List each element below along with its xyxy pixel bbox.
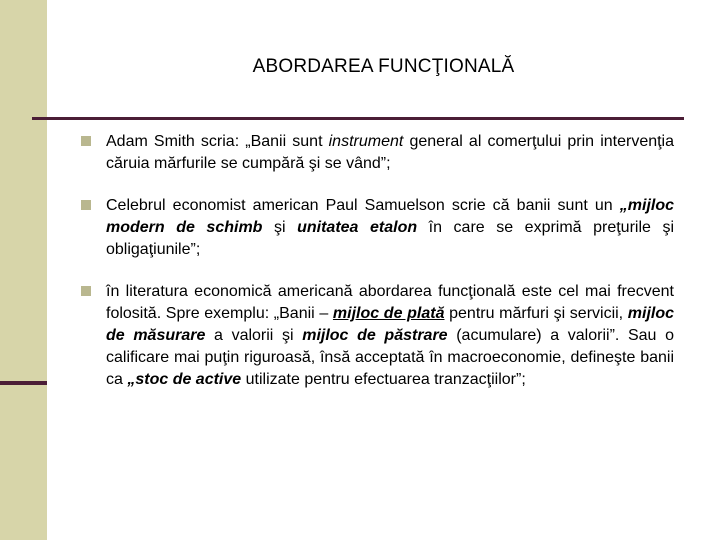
slide-content — [80, 131, 674, 411]
square-bullet-icon — [81, 136, 91, 146]
title-divider — [32, 117, 684, 120]
square-bullet-icon — [81, 286, 91, 296]
text-segment: a valorii şi — [205, 327, 303, 344]
bullet-text — [106, 281, 674, 391]
emphasis-text: mijloc de plată — [332, 305, 445, 322]
side-band-marker — [0, 381, 47, 385]
text-segment: în literatura economică americană abordarea funcţională este cel mai frecvent folosită. Spre exemplu: „Banii – — [106, 283, 674, 322]
bullet-text — [106, 195, 674, 261]
square-bullet-icon — [81, 200, 91, 210]
text-segment: în care se exprimă preţurile şi obligaţiunile”; — [106, 219, 675, 258]
bullet-item — [80, 195, 674, 261]
emphasis-text: unitatea etalon — [297, 219, 418, 236]
side-band — [0, 0, 47, 540]
text-segment: general al comerţului prin intervenţia căruia mărfurile se cumpără şi se vând”; — [106, 133, 675, 172]
emphasis-text: „mijloc modern de schimb — [106, 197, 674, 236]
bullet-item — [80, 131, 674, 175]
text-segment: pentru mărfuri şi servicii, — [444, 305, 628, 322]
slide-title: ABORDAREA FUNCŢIONALĂ — [252, 56, 515, 77]
bullet-text — [106, 131, 674, 175]
text-segment: şi — [262, 219, 298, 236]
emphasis-text: mijloc de măsurare — [106, 305, 675, 344]
emphasis-text: instrument — [328, 133, 404, 150]
text-segment: utilizate pentru efectuarea tranzacţiilor”; — [241, 371, 526, 388]
bullet-item — [80, 281, 674, 391]
emphasis-text: mijloc de păstrare — [302, 327, 448, 344]
text-segment: (acumulare) a valorii”. Sau o calificare mai puţin riguroasă, însă acceptată în macroeconomie, defineşte banii ca — [106, 327, 675, 388]
text-segment: Adam Smith scria: „Banii sunt — [106, 133, 329, 150]
emphasis-text: „stoc de active — [127, 371, 242, 388]
text-segment: Celebrul economist american Paul Samuelson scrie că banii sunt un — [106, 197, 620, 214]
